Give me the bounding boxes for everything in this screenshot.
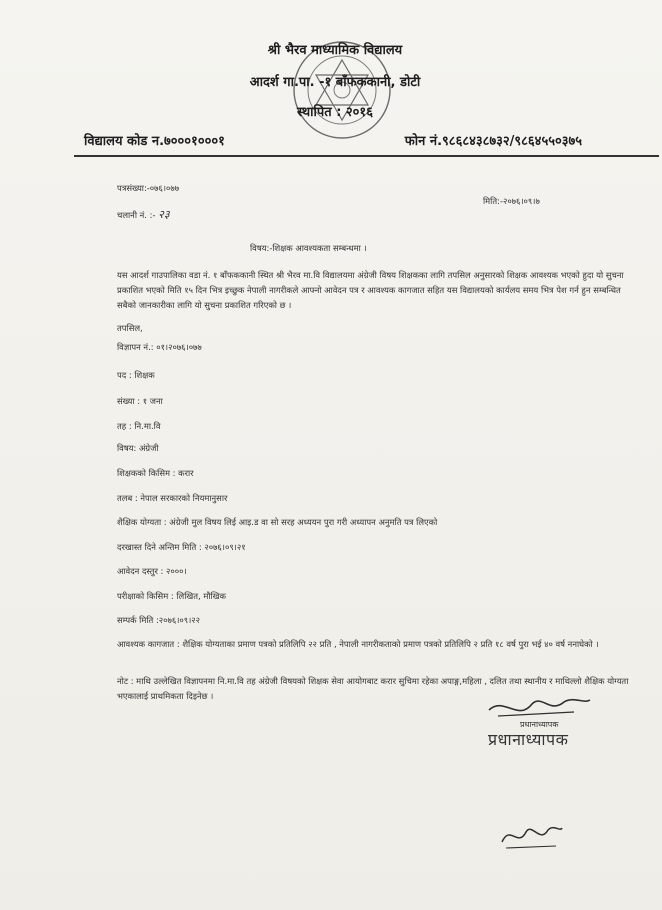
- detail-item: विज्ञापन नं.: ०१।२०७६।०७७: [117, 342, 202, 352]
- headmaster-stamp: प्रधानाध्यापक: [488, 730, 569, 749]
- detail-item: संख्या : १ जना: [117, 396, 163, 406]
- detail-item: दरखास्त दिने अन्तिम मिति : २०७६।०९।२१: [117, 542, 246, 552]
- tapasil-heading: तपसिल,: [117, 323, 143, 333]
- detail-item: परीक्षाको किसिम : लिखित, मौखिक: [117, 591, 226, 601]
- school-code: विद्यालय कोड न.७०००१०००१: [84, 134, 225, 149]
- detail-item: सम्पर्क मिति :२०७६।०९।२२: [117, 615, 200, 625]
- detail-item: शिक्षकको किसिम : करार: [117, 468, 194, 478]
- established-year: स्थापित : २०१६: [297, 105, 373, 120]
- note-paragraph: नोट : माथि उल्लेखित विज्ञापनमा नि.मा.वि तह अंग्रेजी विषयको शिक्षक सेवा आयोगबाट करार सुचिमा रहेका अपाङ्ग,महिला , दलित तथा स्थानीय र माथिल्लो शैक्षिक योग्यता भएकालाई प्राथमिकता दिइनेछ ।: [117, 676, 629, 701]
- detail-item: आवेदन दस्तुर : २०००।: [117, 566, 187, 576]
- detail-item: शैक्षिक योग्यता : अंग्रेजी मुल विषय लिई आइ.ड वा सो सरह अध्ययन पुरा गरी अध्यापन अनुमति पत्र लिएको: [117, 517, 438, 527]
- required-documents: आवश्यक कागजात : शैक्षिक योग्यताका प्रमाण पत्रको प्रतिलिपि २२ प्रति , नेपाली नागरीकताको प्रमाण पत्रको प्रतिलिपि २ प्रति १८ वर्ष पुरा भई ४० वर्ष ननाघेको ।: [117, 639, 599, 649]
- reference-number: पत्रसंख्या:-०७६।०७७: [117, 183, 180, 193]
- second-signature-icon: [496, 818, 566, 858]
- letter-date: मिति:-२०७६।०९।७: [483, 196, 540, 206]
- dispatch-row: [117, 208, 170, 222]
- school-name: श्री भैरव माध्यामिक विद्यालय: [267, 43, 403, 58]
- letterhead: [0, 0, 662, 160]
- detail-item: विषय: अंग्रेजी: [117, 443, 159, 453]
- school-address: आदर्श गा.पा. -१ बाँफककानी, डोटी: [249, 75, 421, 90]
- phone-number: फोन नं.९८६८४३८७३२/९८६४५५०३७५: [404, 134, 582, 149]
- letter-subject: विषय:-शिक्षक आवश्यकता सम्बन्धमा ।: [250, 243, 367, 253]
- dispatch-label: चलानी नं. :-: [117, 210, 156, 220]
- detail-item: पद : शिक्षक: [117, 370, 155, 380]
- detail-item: तलब : नेपाल सरकारको नियमानुसार: [117, 493, 228, 503]
- detail-item: तह : नि.मा.वि: [117, 421, 161, 431]
- header-divider: [74, 155, 659, 157]
- dispatch-number: २३: [158, 208, 170, 221]
- notice-paragraph: यस आदर्श गाउपालिका वडा नं. १ बाँफककानी स्थित श्री भैरव मा.वि विद्यालयमा अंग्रेजी विषय शिक्षकका लागि तपसिल अनुसारको शिक्षक आवश्यक भएको हुदा यो सुचना प्रकाशित भएको मिति १५ दिन भित्र इच्छुक नेपाली नागरीकले आफ्नो आवेदन पत्र र आवश्यक कागजात सहित यस विद्यालयको कार्यलय समय भित्र पेश गर्न हुन सम्बन्धित सबैको जानकारीका लागि यो सुचना प्रकाशित गरिएको छ ।: [117, 270, 624, 310]
- headmaster-title: प्रधानाध्यापक: [520, 720, 559, 729]
